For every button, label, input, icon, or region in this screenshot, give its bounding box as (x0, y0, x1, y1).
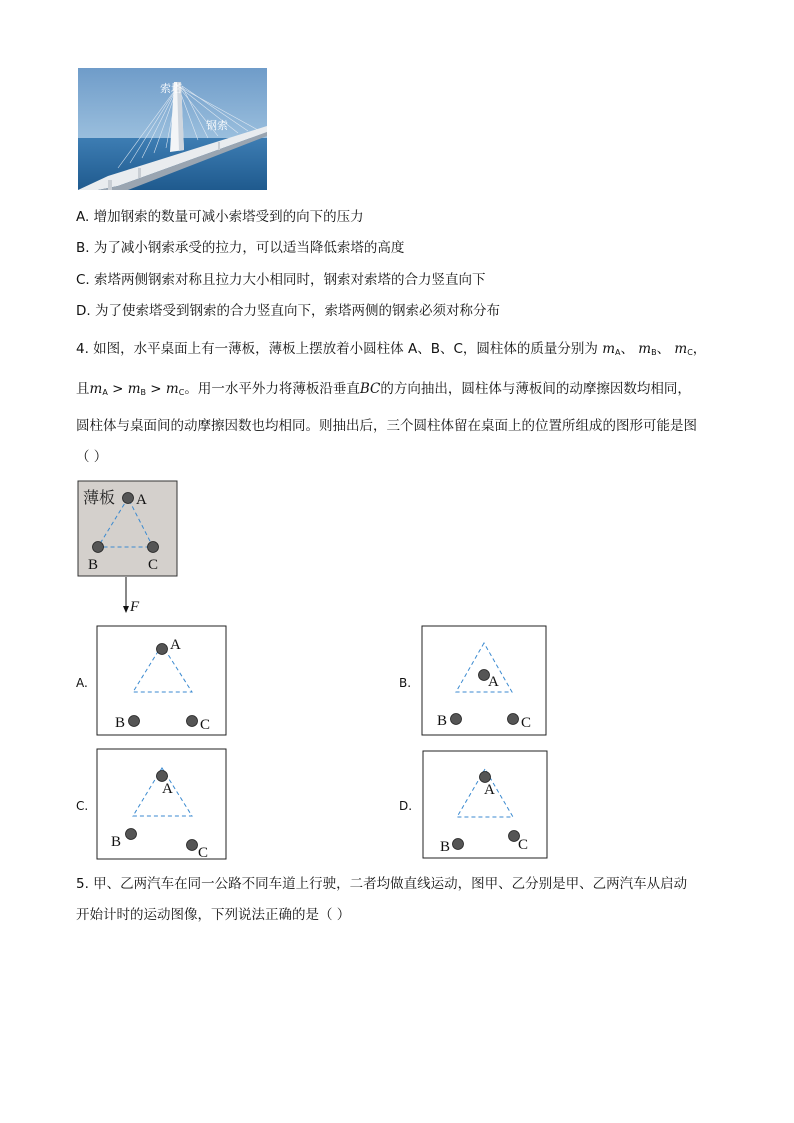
cylinder-b (126, 829, 137, 840)
label-b: B (111, 834, 122, 850)
mass-sub-c: C (687, 348, 693, 357)
board-label: 薄板 (83, 488, 116, 507)
mass-symbol: m (638, 341, 652, 357)
q4-line-1-text: 4. 如图，水平桌面上有一薄板，薄板上摆放着小圆柱体 A、B、C，圆柱体的质量分别为 (76, 341, 598, 357)
q5-line-1: 5. 甲、乙两汽车在同一公路不同车道上行驶，二者均做直线运动，图甲、乙分别是甲、乙两汽车从启动 (76, 876, 688, 892)
q5-line-2: 开始计时的运动图像，下列说法正确的是（ ） (76, 907, 351, 923)
choice-a-label: A. (76, 676, 88, 690)
label-c: C (198, 845, 209, 861)
q4-line-2-post: 的方向抽出，圆柱体与薄板间的动摩擦因数均相同， (380, 381, 691, 397)
cylinder-a (480, 772, 491, 783)
choice-b-diagram[interactable] (421, 625, 548, 737)
label-a: A (170, 637, 181, 653)
q3-option-c: C. 索塔两侧钢索对称且拉力大小相同时，钢索对索塔的合力竖直向下 (76, 272, 486, 288)
q3-option-a: A. 增加钢索的数量可减小索塔受到的向下的压力 (76, 209, 364, 225)
label-a: A (162, 781, 173, 797)
q3-option-b: B. 为了减小钢索承受的拉力，可以适当降低索塔的高度 (76, 240, 405, 256)
choice-c-label: C. (76, 799, 89, 813)
label-b: B (115, 715, 126, 731)
board-diagram (76, 478, 186, 618)
choice-d-label: D. (399, 799, 413, 813)
bc-symbol: BC (359, 381, 381, 397)
comma: ， (692, 341, 707, 357)
q4-line-2-mid: 。用一水平外力将薄板沿垂直 (184, 381, 360, 397)
mass-symbol: m (127, 381, 141, 397)
choice-a-diagram[interactable] (96, 625, 228, 737)
label-c: C (148, 557, 159, 573)
separator: 、 (656, 341, 671, 357)
q4-line-1 (76, 339, 706, 363)
q4-line-3: 圆柱体与桌面间的动摩擦因数也均相同。则抽出后，三个圆柱体留在桌面上的位置所组成的图形可能是图 (76, 418, 697, 434)
cylinder-a (157, 771, 168, 782)
cylinder-a (157, 644, 168, 655)
mass-sub-b: B (651, 348, 657, 357)
cylinder-c (508, 714, 519, 725)
q4-line-2 (76, 379, 691, 403)
cylinder-b (451, 714, 462, 725)
label-c: C (521, 715, 532, 731)
label-a: A (136, 492, 147, 508)
cylinder-b (453, 839, 464, 850)
force-label: F (130, 599, 140, 615)
cylinder-c (148, 542, 159, 553)
q3-option-d: D. 为了使索塔受到钢索的合力竖直向下，索塔两侧的钢索必须对称分布 (76, 303, 500, 319)
bridge-image (78, 68, 267, 190)
gt-sign: > (146, 381, 166, 397)
cylinder-b (129, 716, 140, 727)
cylinder-b (93, 542, 104, 553)
mass-sub-b: B (140, 388, 147, 397)
cable-label: 钢索 (206, 119, 228, 132)
cylinder-c (187, 840, 198, 851)
mass-symbol: m (89, 381, 103, 397)
bridge-photo (78, 68, 267, 190)
label-c: C (518, 837, 529, 853)
choice-d-diagram[interactable] (422, 750, 549, 860)
choice-c-diagram[interactable] (96, 748, 228, 861)
q4-answer-blank: （ ） (76, 449, 108, 465)
cylinder-c (187, 716, 198, 727)
separator: 、 (620, 341, 634, 357)
mass-symbol: m (602, 341, 615, 357)
label-b: B (437, 713, 448, 729)
cylinder-a (123, 493, 134, 504)
mass-symbol: m (165, 381, 179, 397)
gt-sign: > (107, 381, 128, 397)
mass-sub-a: A (615, 348, 621, 357)
label-a: A (488, 674, 499, 690)
mass-sub-c: C (178, 388, 185, 397)
label-b: B (440, 839, 451, 855)
mass-sub-a: A (102, 388, 108, 397)
label-b: B (88, 557, 99, 573)
mass-symbol: m (674, 341, 688, 357)
label-c: C (200, 717, 211, 733)
label-a: A (484, 782, 495, 798)
choice-b-label: B. (399, 676, 412, 690)
force-arrowhead (123, 606, 129, 613)
q4-line-2-pre: 且 (76, 381, 90, 397)
tower-label: 索塔 (160, 82, 182, 95)
